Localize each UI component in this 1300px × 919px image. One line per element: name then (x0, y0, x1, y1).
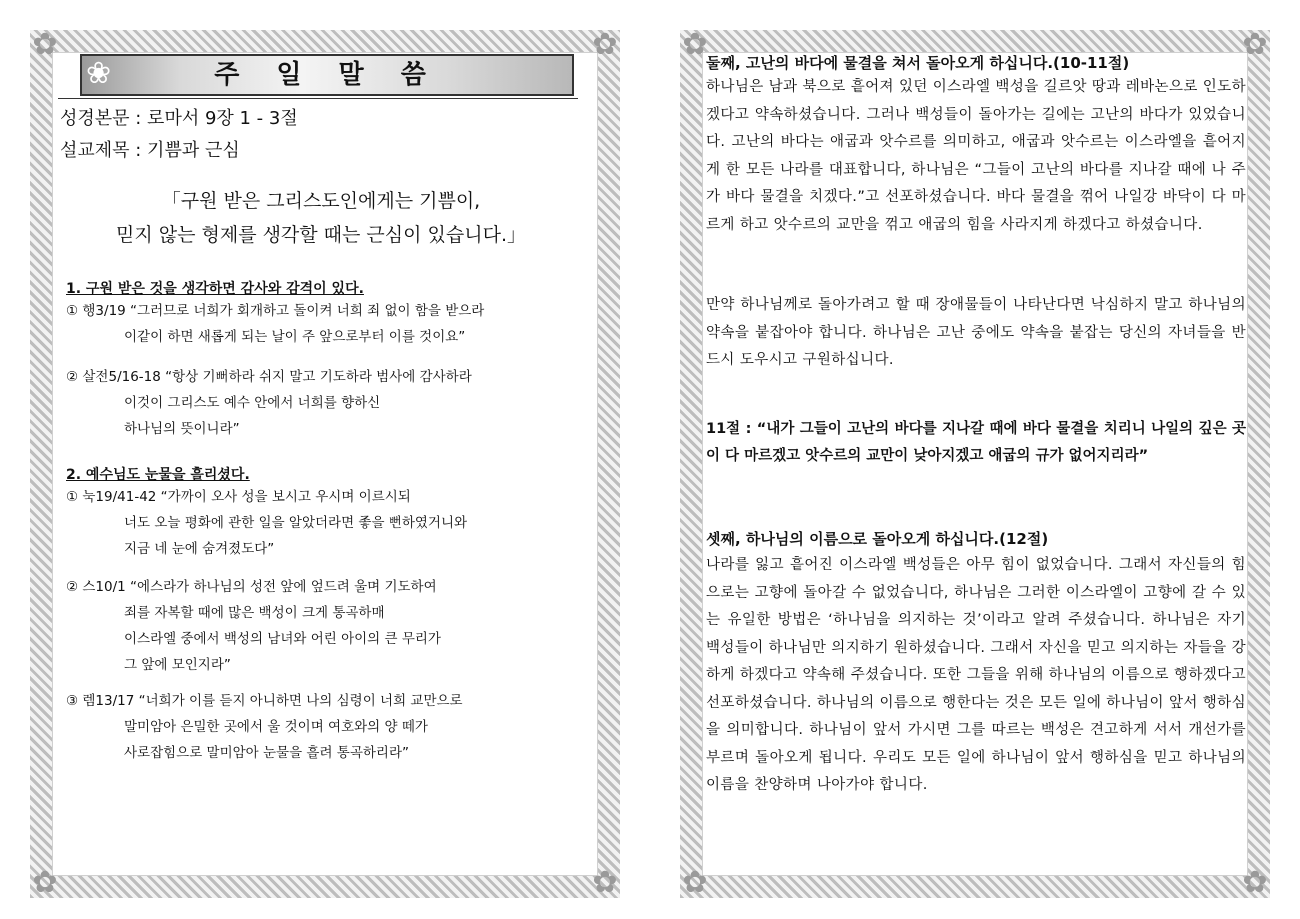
title-divider (58, 98, 578, 99)
paragraph: 만약 하나님께로 돌아가려고 할 때 장애물들이 나타난다면 낙심하지 말고 하나님의 약속을 붙잡아야 합니다. 하나님은 고난 중에도 약속을 붙잡는 당신의 자녀들을 반드시 도우시고 구원하십니다. (706, 297, 1246, 368)
right-content (704, 52, 1248, 876)
verse-block: ③ 렘13/17 “너희가 이를 듣지 아니하면 나의 심령이 너희 교만으로 말미암아 은밀한 곳에서 울 것이며 여호와의 양 떼가 사로잡힘으로 말미암아 눈물을 흘려 통곡하리라” (66, 693, 463, 761)
flower-icon: ✿ (592, 27, 618, 62)
flower-icon: ✿ (682, 865, 708, 900)
flower-icon: ✿ (1242, 27, 1268, 62)
left-page (30, 27, 620, 900)
scripture-reference: 성경본문 : 로마서 9장 1 - 3절 (60, 108, 298, 129)
sermon-summary: 「구원 받은 그리스도인에게는 기쁨이, 믿지 않는 형제를 생각할 때는 근심이 있습니다.」 (115, 190, 526, 246)
right-page (680, 27, 1270, 900)
left-content (54, 52, 598, 876)
page-title: 주 일 말 씀 (214, 60, 440, 90)
verse-quote: 11절 : “내가 그들이 고난의 바다를 지나갈 때에 바다 물결을 치리니 나일의 깊은 곳이 다 마르겠고 앗수르의 교만이 낮아지겠고 애굽의 규가 없어지리라” (706, 421, 1246, 464)
flower-icon: ✿ (1242, 865, 1268, 900)
flower-icon: ✿ (32, 865, 58, 900)
verse-block: ② 살전5/16-18 “항상 기뻐하라 쉬지 말고 기도하라 범사에 감사하라 이것이 그리스도 예수 안에서 너희를 향하신 하나님의 뜻이니라” (66, 369, 472, 437)
flower-icon: ✿ (682, 27, 708, 62)
flower-icon: ✿ (592, 865, 618, 900)
section-heading-1: 1. 구원 받은 것을 생각하면 감사와 감격이 있다. (66, 281, 364, 297)
verse-block: ① 행3/19 “그러므로 너희가 회개하고 돌이켜 너희 죄 없이 함을 받으라 이같이 하면 새롭게 되는 날이 주 앞으로부터 이를 것이요” (66, 303, 485, 345)
verse-block: ① 눅19/41-42 “가까이 오사 성을 보시고 우시며 이르시되 너도 오늘 평화에 관한 일을 알았더라면 좋을 뻔하였거니와 지금 네 눈에 숨겨졌도다” (66, 489, 468, 557)
point-heading-2: 둘째, 고난의 바다에 물결을 쳐서 돌아오게 하십니다.(10-11절) (706, 54, 1130, 72)
verse-block: ② 스10/1 “에스라가 하나님의 성전 앞에 엎드려 울며 기도하여 죄를 자복할 때에 많은 백성이 크게 통곡하매 이스라엘 중에서 백성의 남녀와 어린 아이의 큰 무리가 그 앞에 모인지라” (66, 579, 441, 673)
section-heading-2: 2. 예수님도 눈물을 흘리셨다. (66, 467, 250, 483)
daisy-icon: ❀ (86, 56, 112, 91)
flower-icon: ✿ (32, 27, 58, 62)
title-banner (80, 54, 574, 96)
paragraph: 하나님은 남과 북으로 흩어져 있던 이스라엘 백성을 길르앗 땅과 레바논으로 인도하겠다고 약속하셨습니다. 그러나 백성들이 돌아가는 길에는 고난의 바다가 있었습니다. 고난의 바다는 애굽과 앗수르를 의미하고, 애굽과 앗수르는 이스라엘을 흩어지게 한 모든 나라를 대표합니다, 하나님은 “그들이 고난의 바다를 지나갈 때에 나 주가 바다 물결을 치겠다.”고 선포하셨습니다. 바다 물결을 꺾어 나일강 바닥이 다 마르게 하고 앗수르의 교만을 꺾고 애굽의 힘을 사라지게 하겠다고 하셨습니다. (706, 79, 1246, 233)
point-heading-3: 셋째, 하나님의 이름으로 돌아오게 하십니다.(12절) (706, 530, 1049, 548)
sermon-title: 설교제목 : 기쁨과 근심 (60, 140, 240, 161)
paragraph: 나라를 잃고 흩어진 이스라엘 백성들은 아무 힘이 없었습니다. 그래서 자신들의 힘으로는 고향에 돌아갈 수 없었습니다, 하나님은 그러한 이스라엘이 고향에 갈 수 있는 유일한 방법은 ‘하나님을 의지하는 것’이라고 알려 주셨습니다. 하나님은 자기 백성들이 하나님만 의지하기 원하셨습니다. 그래서 자신을 믿고 의지하는 자들을 강하게 하겠다고 약속해 주셨습니다. 또한 그들을 위해 하나님의 이름으로 행하겠다고 선포하셨습니다. 하나님의 이름으로 행한다는 것은 모든 일에 하나님이 앞서 행하심을 의미합니다. 하나님이 앞서 가시면 그를 따르는 백성은 견고하게 서서 개선가를 부르며 돌아오게 됩니다. 우리도 모든 일에 하나님이 앞서 행하심을 믿고 하나님의 이름을 찬양하며 나아가야 합니다. (706, 557, 1246, 793)
